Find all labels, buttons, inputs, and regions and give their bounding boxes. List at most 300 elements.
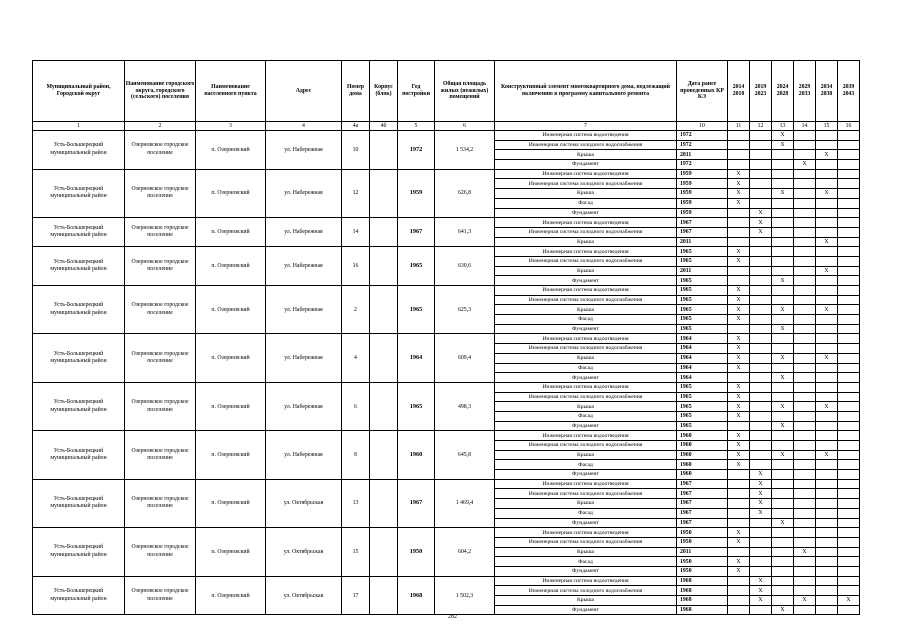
year-cell: 1959 [398,169,435,217]
block-cell [370,576,398,615]
settlement-cell: Озерновское городское поселение [125,382,196,430]
period-2034-mark [816,576,838,586]
element-cell: Фундамент [495,421,677,431]
period-2024-mark [772,315,794,325]
house-number-cell: 17 [342,576,370,615]
period-2029-mark [794,489,816,499]
element-cell: Фундамент [495,160,677,170]
period-2014-mark [728,489,750,499]
period-2014-mark: Х [728,295,750,305]
period-2034-mark [816,373,838,383]
period-2029-mark [794,305,816,315]
prior-repair-date-cell: 1968 [677,596,728,606]
year-cell: 1950 [398,528,435,576]
column-number: 1 [33,122,125,131]
prior-repair-date-cell: 1960 [677,441,728,451]
period-2014-mark [728,140,750,150]
block-cell [370,218,398,247]
period-2034-mark [816,557,838,567]
table-header [33,61,860,131]
period-2039-mark [838,421,860,431]
period-2039-mark [838,256,860,266]
period-2024-mark [772,596,794,606]
element-cell: Фундамент [495,470,677,480]
capital-repair-table [32,60,860,615]
street-cell: ул. Октябрьская [266,528,342,576]
period-2034-mark [816,218,838,228]
period-2029-mark [794,392,816,402]
element-cell: Инженерная система холодного водоснабжения [495,140,677,150]
prior-repair-date-cell: 1967 [677,508,728,518]
period-2024-mark [772,499,794,509]
table-row [33,334,860,344]
element-cell: Инженерная система водоотведения [495,286,677,296]
period-2024-mark: Х [772,402,794,412]
period-2039-mark [838,470,860,480]
period-2039-mark [838,363,860,373]
year-cell: 1960 [398,431,435,479]
year-cell: 1967 [398,218,435,247]
table-row [33,576,860,586]
period-2034-mark [816,596,838,606]
period-2019-mark [750,237,772,247]
locality-cell: п. Озерновский [196,131,266,170]
period-2019-mark [750,421,772,431]
district-cell: Усть-Большерецкий муниципальный район [33,218,125,247]
period-2014-mark [728,470,750,480]
district-cell: Усть-Большерецкий муниципальный район [33,479,125,527]
period-2029-mark [794,479,816,489]
block-cell [370,431,398,479]
settlement-cell: Озерновское городское поселение [125,247,196,286]
column-number: 12 [750,122,772,131]
prior-repair-date-cell: 1967 [677,518,728,528]
prior-repair-date-cell: 1965 [677,382,728,392]
element-cell: Фундамент [495,566,677,576]
period-2019-mark [750,411,772,421]
period-2039-mark [838,441,860,451]
period-2039-mark [838,576,860,586]
element-cell: Фундамент [495,324,677,334]
period-2039-mark [838,499,860,509]
element-cell: Крыша [495,353,677,363]
locality-cell: п. Озерновский [196,334,266,382]
period-2014-mark [728,421,750,431]
period-2029-mark [794,276,816,286]
period-2039-mark [838,334,860,344]
column-number-row [33,122,860,131]
period-2039-mark [838,528,860,538]
element-cell: Фасад [495,411,677,421]
prior-repair-date-cell: 1972 [677,140,728,150]
period-2024-mark: Х [772,373,794,383]
period-2024-mark [772,528,794,538]
period-2039-mark [838,315,860,325]
locality-cell: п. Озерновский [196,576,266,615]
period-2034-mark [816,566,838,576]
district-cell: Усть-Большерецкий муниципальный район [33,431,125,479]
element-cell: Инженерная система холодного водоснабжения [495,344,677,354]
period-2029-mark [794,411,816,421]
period-2019-mark [750,382,772,392]
prior-repair-date-cell: 1960 [677,470,728,480]
period-2019-mark: Х [750,596,772,606]
period-2024-mark [772,169,794,179]
period-2024-mark [772,344,794,354]
period-2019-mark [750,198,772,208]
period-2024-mark [772,227,794,237]
period-2024-mark [772,537,794,547]
period-2034-mark [816,528,838,538]
period-2019-mark [750,557,772,567]
period-2029-mark [794,557,816,567]
period-2014-mark [728,208,750,218]
prior-repair-date-cell: 1959 [677,189,728,199]
period-2014-mark [728,276,750,286]
period-2014-mark [728,596,750,606]
street-cell: ул. Набережная [266,286,342,334]
period-2014-mark [728,586,750,596]
period-2014-mark: Х [728,431,750,441]
district-cell: Усть-Большерецкий муниципальный район [33,247,125,286]
settlement-cell: Озерновское городское поселение [125,334,196,382]
period-2024-mark [772,411,794,421]
period-2019-mark: Х [750,479,772,489]
area-cell: 1 469,4 [435,479,495,527]
prior-repair-date-cell: 1965 [677,392,728,402]
period-2034-mark [816,441,838,451]
period-2039-mark [838,566,860,576]
period-2014-mark: Х [728,460,750,470]
year-cell: 1965 [398,286,435,334]
prior-repair-date-cell: 1965 [677,256,728,266]
prior-repair-date-cell: 1964 [677,334,728,344]
period-2024-mark [772,266,794,276]
period-2019-mark [750,528,772,538]
period-2024-mark [772,547,794,557]
block-cell [370,334,398,382]
header-period-2029: 2029 2033 [794,61,816,122]
period-2034-mark [816,431,838,441]
period-2024-mark [772,586,794,596]
period-2019-mark [750,566,772,576]
element-cell: Фундамент [495,276,677,286]
period-2029-mark [794,227,816,237]
period-2034-mark [816,247,838,257]
period-2014-mark: Х [728,392,750,402]
period-2019-mark: Х [750,499,772,509]
district-cell: Усть-Большерецкий муниципальный район [33,131,125,170]
period-2014-mark: Х [728,189,750,199]
period-2019-mark: Х [750,489,772,499]
period-2029-mark [794,150,816,160]
element-cell: Фасад [495,363,677,373]
element-cell: Инженерная система холодного водоснабжения [495,227,677,237]
period-2029-mark [794,373,816,383]
street-cell: ул. Набережная [266,431,342,479]
period-2024-mark [772,160,794,170]
period-2029-mark [794,518,816,528]
period-2014-mark [728,547,750,557]
period-2029-mark [794,140,816,150]
period-2034-mark [816,460,838,470]
table-row [33,431,860,441]
period-2034-mark [816,586,838,596]
period-2029-mark [794,402,816,412]
period-2034-mark [816,315,838,325]
period-2019-mark [750,450,772,460]
district-cell: Усть-Большерецкий муниципальный район [33,334,125,382]
element-cell: Фасад [495,460,677,470]
period-2034-mark [816,131,838,141]
settlement-cell: Озерновское городское поселение [125,131,196,170]
element-cell: Фундамент [495,208,677,218]
area-cell: 498,3 [435,382,495,430]
element-cell: Инженерная система холодного водоснабжения [495,537,677,547]
period-2039-mark [838,479,860,489]
column-number: 13 [772,122,794,131]
period-2024-mark [772,576,794,586]
period-2039-mark [838,169,860,179]
period-2014-mark [728,324,750,334]
element-cell: Крыша [495,266,677,276]
locality-cell: п. Озерновский [196,169,266,217]
period-2029-mark [794,353,816,363]
period-2024-mark [772,179,794,189]
period-2019-mark [750,189,772,199]
period-2029-mark: Х [794,596,816,606]
prior-repair-date-cell: 1964 [677,373,728,383]
period-2034-mark [816,286,838,296]
period-2029-mark [794,334,816,344]
prior-repair-date-cell: 1965 [677,315,728,325]
year-cell: 1972 [398,131,435,170]
element-cell: Инженерная система водоотведения [495,479,677,489]
column-number: 16 [838,122,860,131]
year-cell: 1964 [398,334,435,382]
period-2034-mark [816,160,838,170]
period-2014-mark: Х [728,402,750,412]
period-2039-mark [838,402,860,412]
element-cell: Крыша [495,596,677,606]
element-cell: Инженерная система водоотведения [495,528,677,538]
column-number: 4а [342,122,370,131]
house-number-cell: 13 [342,479,370,527]
period-2019-mark [750,305,772,315]
period-2014-mark [728,131,750,141]
settlement-cell: Озерновское городское поселение [125,576,196,615]
prior-repair-date-cell: 1965 [677,295,728,305]
period-2024-mark: Х [772,140,794,150]
period-2014-mark: Х [728,566,750,576]
area-cell: 645,8 [435,431,495,479]
period-2014-mark [728,499,750,509]
element-cell: Инженерная система водоотведения [495,431,677,441]
prior-repair-date-cell: 1950 [677,557,728,567]
page-number: 282 [448,614,457,620]
house-number-cell: 2 [342,286,370,334]
prior-repair-date-cell: 1968 [677,576,728,586]
table-row [33,218,860,228]
period-2019-mark [750,315,772,325]
prior-repair-date-cell: 1965 [677,247,728,257]
period-2019-mark [750,353,772,363]
prior-repair-date-cell: 2011 [677,150,728,160]
element-cell: Крыша [495,150,677,160]
locality-cell: п. Озерновский [196,218,266,247]
locality-cell: п. Озерновский [196,479,266,527]
element-cell: Инженерная система холодного водоснабжения [495,489,677,499]
period-2024-mark: Х [772,450,794,460]
column-number: 2 [125,122,196,131]
period-2019-mark [750,537,772,547]
year-cell: 1965 [398,382,435,430]
period-2039-mark [838,411,860,421]
period-2034-mark: Х [816,266,838,276]
period-2014-mark [728,218,750,228]
header-period-2039: 2039 2043 [838,61,860,122]
settlement-cell: Озерновское городское поселение [125,528,196,576]
period-2034-mark [816,295,838,305]
period-2029-mark [794,315,816,325]
period-2029-mark [794,508,816,518]
period-2014-mark: Х [728,450,750,460]
period-2039-mark [838,518,860,528]
prior-repair-date-cell: 1950 [677,528,728,538]
element-cell: Инженерная система водоотведения [495,334,677,344]
period-2034-mark [816,208,838,218]
period-2014-mark: Х [728,169,750,179]
period-2019-mark [750,431,772,441]
period-2019-mark: Х [750,576,772,586]
house-number-cell: 16 [342,247,370,286]
period-2039-mark [838,295,860,305]
prior-repair-date-cell: 1960 [677,431,728,441]
prior-repair-date-cell: 1972 [677,160,728,170]
prior-repair-date-cell: 1959 [677,198,728,208]
prior-repair-date-cell: 1967 [677,489,728,499]
period-2024-mark: Х [772,518,794,528]
element-cell: Крыша [495,305,677,315]
period-2034-mark [816,382,838,392]
period-2029-mark [794,247,816,257]
street-cell: ул. Набережная [266,382,342,430]
period-2034-mark: Х [816,237,838,247]
area-cell: 626,8 [435,169,495,217]
locality-cell: п. Озерновский [196,528,266,576]
period-2024-mark [772,286,794,296]
period-2014-mark [728,237,750,247]
period-2024-mark [772,557,794,567]
period-2039-mark [838,160,860,170]
prior-repair-date-cell: 1964 [677,363,728,373]
settlement-cell: Озерновское городское поселение [125,218,196,247]
period-2029-mark [794,586,816,596]
period-2034-mark [816,324,838,334]
column-number: 4б [370,122,398,131]
period-2024-mark [772,208,794,218]
period-2029-mark [794,499,816,509]
area-cell: 641,3 [435,218,495,247]
period-2039-mark [838,179,860,189]
table-row [33,286,860,296]
period-2039-mark [838,131,860,141]
period-2029-mark [794,470,816,480]
period-2029-mark [794,421,816,431]
table-row [33,528,860,538]
period-2014-mark [728,266,750,276]
period-2024-mark: Х [772,305,794,315]
house-number-cell: 4 [342,334,370,382]
period-2019-mark: Х [750,470,772,480]
period-2014-mark [728,373,750,383]
column-number: 11 [728,122,750,131]
period-2024-mark [772,508,794,518]
period-2019-mark [750,344,772,354]
period-2014-mark: Х [728,441,750,451]
period-2039-mark [838,189,860,199]
element-cell: Инженерная система водоотведения [495,131,677,141]
period-2039-mark [838,489,860,499]
period-2039-mark [838,286,860,296]
district-cell: Усть-Большерецкий муниципальный район [33,576,125,615]
period-2034-mark [816,276,838,286]
period-2039-mark [838,266,860,276]
header-prior-repair-date: Дата ранее проведенных КР КЭ [677,61,728,122]
period-2024-mark: Х [772,324,794,334]
year-cell: 1968 [398,576,435,615]
column-number: 7 [495,122,677,131]
period-2039-mark [838,431,860,441]
period-2014-mark: Х [728,353,750,363]
period-2019-mark [750,441,772,451]
district-cell: Усть-Большерецкий муниципальный район [33,382,125,430]
prior-repair-date-cell: 1968 [677,586,728,596]
header-year: Год постройки [398,61,435,122]
table-row [33,131,860,141]
period-2039-mark [838,276,860,286]
prior-repair-date-cell: 1972 [677,131,728,141]
period-2034-mark [816,411,838,421]
prior-repair-date-cell: 2011 [677,547,728,557]
block-cell [370,247,398,286]
element-cell: Фундамент [495,605,677,615]
period-2034-mark [816,198,838,208]
period-2019-mark [750,518,772,528]
block-cell [370,479,398,527]
period-2019-mark [750,373,772,383]
year-cell: 1967 [398,479,435,527]
settlement-cell: Озерновское городское поселение [125,169,196,217]
element-cell: Инженерная система водоотведения [495,576,677,586]
period-2034-mark [816,227,838,237]
period-2024-mark [772,460,794,470]
period-2019-mark [750,131,772,141]
period-2039-mark [838,305,860,315]
period-2024-mark: Х [772,276,794,286]
period-2024-mark [772,363,794,373]
period-2029-mark [794,179,816,189]
street-cell: ул. Набережная [266,131,342,170]
settlement-cell: Озерновское городское поселение [125,431,196,479]
period-2014-mark: Х [728,179,750,189]
column-number: 5 [398,122,435,131]
column-number: 3 [196,122,266,131]
house-number-cell: 15 [342,528,370,576]
area-cell: 1 502,3 [435,576,495,615]
period-2019-mark [750,247,772,257]
prior-repair-date-cell: 1964 [677,344,728,354]
